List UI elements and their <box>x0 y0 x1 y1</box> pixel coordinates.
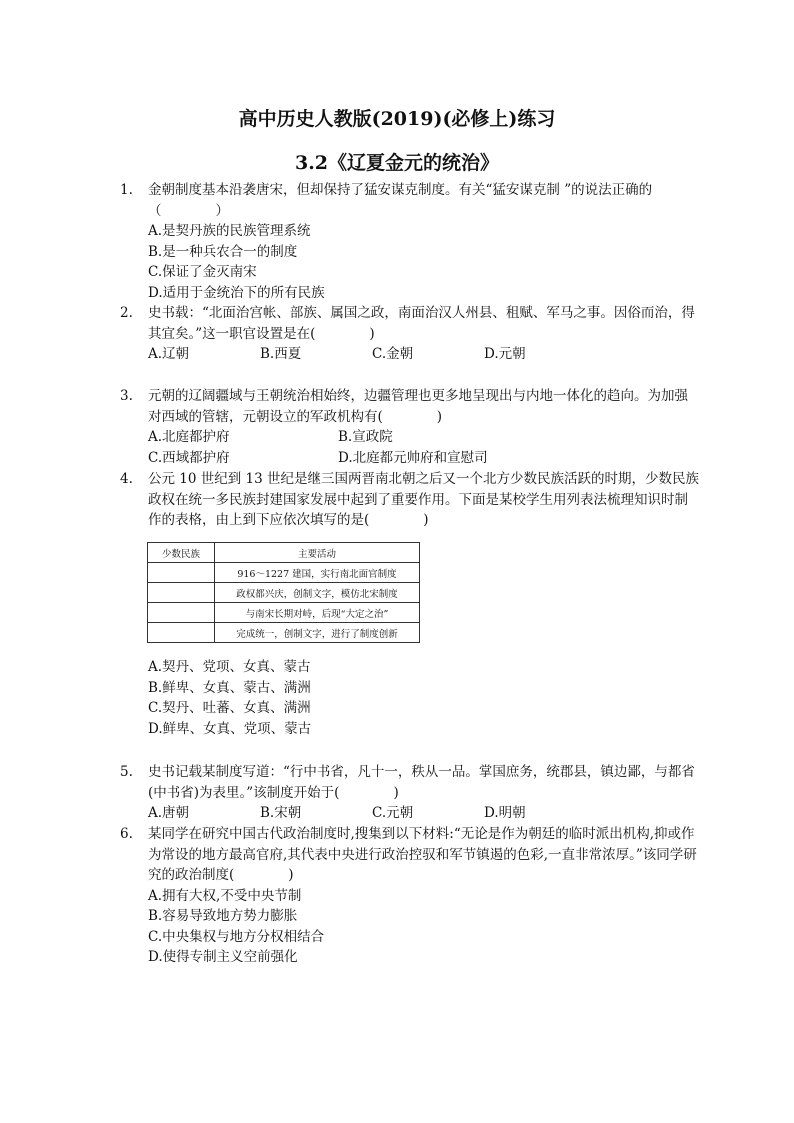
option-d: D.明朝 <box>484 805 526 821</box>
option-d: D.适用于金统治下的所有民族 <box>148 284 325 301</box>
question-number: 1. <box>120 182 133 198</box>
option-d: D.元朝 <box>484 346 526 362</box>
table-cell: 916～1227 建国，实行南北面官制度 <box>215 563 420 583</box>
table-cell <box>148 563 215 583</box>
option-c: C.元朝 <box>372 805 414 821</box>
option-c: C.西域都护府 <box>148 449 230 466</box>
question-6-stem <box>120 824 700 886</box>
question-3 <box>120 386 700 468</box>
question-4-options <box>120 657 700 739</box>
option-c: C.金朝 <box>372 346 414 362</box>
question-2 <box>120 303 700 365</box>
option-a: A.辽朝 <box>148 346 190 362</box>
question-1-stem <box>120 180 700 221</box>
question-5-stem <box>120 762 700 803</box>
option-b: B.宋朝 <box>260 805 302 821</box>
table-row <box>148 563 420 583</box>
table-cell: 与南宋长期对峙，后现“大定之治” <box>215 603 420 623</box>
question-1 <box>120 180 700 303</box>
table-cell: 完成统一，创制文字，进行了制度创新 <box>215 623 420 643</box>
question-text: 某同学在研究中国古代政治制度时,搜集到以下材料:“无论是作为朝廷的临时派出机构,抑或作为常设的地方最高官府,其代表中央进行政治控驭和军节镇遏的色彩,一直非常浓厚。”该同学研究的政治制度( ) <box>148 826 697 883</box>
question-text: 史书记载某制度写道：“行中书省，凡十一，秩从一品。掌国庶务，统郡县，镇边鄙，与都省(中书省)为表里。”该制度开始于( ) <box>148 764 695 801</box>
document-title: 高中历史人教版(2019)(必修上)练习 <box>238 108 556 130</box>
question-text: 元朝的辽阔疆域与王朝统治相始终，边疆管理也更多地呈现出与内地一体化的趋向。为加强对西域的管辖，元朝设立的军政机构有( ) <box>148 388 688 425</box>
option-c: C.保证了金灭南宋 <box>148 264 257 280</box>
question-number: 4. <box>120 471 133 487</box>
ethnic-groups-table <box>147 542 420 643</box>
option-a: A.契丹、党项、女真、蒙古 <box>148 659 311 675</box>
question-3-stem <box>120 386 700 427</box>
table-cell <box>148 603 215 623</box>
option-b: B.宣政院 <box>338 429 393 445</box>
table-cell <box>148 623 215 643</box>
table-header-cell: 少数民族 <box>148 543 215 563</box>
question-number: 6. <box>120 826 133 842</box>
question-number: 2. <box>120 305 133 321</box>
option-b: B.西夏 <box>260 346 302 362</box>
option-b: B.是一种兵农合一的制度 <box>148 243 298 260</box>
table-cell: 政权都兴庆，创制文字，模仿北宋制度 <box>215 583 420 603</box>
option-a: A.唐朝 <box>148 805 190 821</box>
option-b: B.容易导致地方势力膨胀 <box>148 908 298 924</box>
option-a: A.北庭都护府 <box>148 429 230 445</box>
question-5 <box>120 762 700 824</box>
question-text: 金朝制度基本沿袭唐宋，但却保持了猛安谋克制度。有关“猛安谋克制 ”的说法正确的（ ） <box>148 182 653 219</box>
option-a: A.拥有大权,不受中央节制 <box>148 887 302 904</box>
option-d: D.使得专制主义空前强化 <box>148 949 298 965</box>
option-c: C.中央集权与地方分权相结合 <box>148 928 325 945</box>
question-number: 3. <box>120 388 133 404</box>
question-4-stem <box>120 469 700 531</box>
table-row <box>148 603 420 623</box>
document-subtitle: 3.2《辽夏金元的统治》 <box>294 152 500 174</box>
table-row <box>148 583 420 603</box>
option-d: D.北庭都元帅府和宣慰司 <box>338 449 488 466</box>
table-row <box>148 623 420 643</box>
option-c: C.契丹、吐蕃、女真、满洲 <box>148 700 311 716</box>
question-text: 公元 10 世纪到 13 世纪是继三国两晋南北朝之后又一个北方少数民族活跃的时期，少数民族政权在统一多民族封建国家发展中起到了重要作用。下面是某校学生用列表法梳理知识时制作的表格，由上到下应依次填写的是( ) <box>148 471 700 528</box>
question-number: 5. <box>120 764 133 780</box>
table-header-row <box>148 543 420 563</box>
option-d: D.鲜卑、女真、党项、蒙古 <box>148 720 312 737</box>
question-2-stem <box>120 303 700 344</box>
table-cell <box>148 583 215 603</box>
question-text: 史书载：“北面治宫帐、部族、属国之政，南面治汉人州县、租赋、军马之事。因俗而治，得其宜矣。”这一职官设置是在( ) <box>148 305 695 342</box>
option-b: B.鲜卑、女真、蒙古、满洲 <box>148 679 311 696</box>
table-header-cell: 主要活动 <box>215 543 420 563</box>
question-6 <box>120 824 700 968</box>
option-a: A.是契丹族的民族管理系统 <box>148 223 311 239</box>
question-4 <box>120 469 700 531</box>
